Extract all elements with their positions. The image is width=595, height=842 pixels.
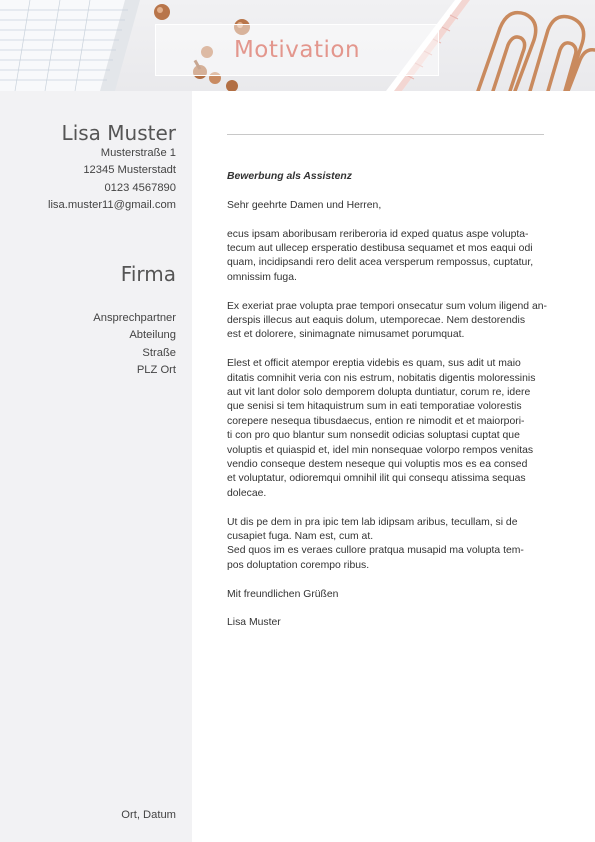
sender-city: 12345 Musterstadt: [83, 164, 176, 177]
notebook-illustration: [0, 0, 140, 91]
paragraph-line: vendio conseque destem neseque qui voluptis mos es ea consed: [227, 459, 528, 471]
recipient-street: Straße: [142, 346, 176, 359]
paragraph-line: dolecae.: [227, 487, 267, 499]
sender-street: Musterstraße 1: [100, 147, 176, 159]
paper-clips-illustration: [478, 13, 595, 91]
paragraph-line: voluptis et quiaspid et, idel min nonsequae volorpo rempos venitas: [227, 444, 534, 456]
divider-line: [227, 134, 544, 135]
letter-paragraph-3: [227, 357, 579, 501]
sidebar: [0, 91, 192, 842]
paragraph-line: tecum aut ullecep ersperatio destibusa sequamet et mos eaqui odi: [227, 243, 533, 254]
paragraph-line: Elest et officit atempor ereptia videbis es quam, sus adit ut maio: [227, 358, 521, 370]
letter-salutation: Sehr geehrte Damen und Herren,: [227, 199, 382, 211]
letter-paragraph-1: [227, 228, 579, 286]
paragraph-line: que senisi si tem hitaquistrum sum in eati temporatiae volorestis: [227, 401, 522, 413]
paragraph-line: est et dolorere, sinimagnate nimusamet porumquat.: [227, 329, 465, 341]
paragraph-line: cusapiet fuga. Nam est, cum at.: [227, 531, 374, 543]
paragraph-line: Ut dis pe dem in pra ipic tem lab idipsam aribus, tecullam, si de: [227, 516, 518, 528]
letter-body: [227, 170, 579, 645]
letter-subject: Bewerbung als Assistenz: [227, 171, 352, 182]
letter-paragraph-2: [227, 300, 579, 343]
recipient-company: Firma: [120, 262, 176, 286]
paragraph-line: derspis illecus aut eaquis dolum, utemporecae. Nem destorendis: [227, 315, 526, 327]
sender-name: Lisa Muster: [61, 121, 176, 145]
letter-paragraph-4: [227, 516, 579, 574]
sender-email: lisa.muster11@gmail.com: [47, 198, 176, 211]
banner-title: Motivation: [233, 37, 361, 63]
sender-phone: 0123 4567890: [104, 181, 176, 194]
letter-closing: Mit freundlichen Grüßen: [227, 588, 339, 600]
letter-signature: Lisa Muster: [227, 617, 281, 629]
paragraph-line: Sed quos im es veraes cullore pratqua musapid ma volupta tem-: [227, 545, 524, 557]
paragraph-line: ti con pro quo blantur sum nonsedit odicias soluptasi cuptat que: [227, 430, 520, 442]
recipient-contact: Ansprechpartner: [93, 312, 176, 324]
sender-address-block: [48, 145, 176, 214]
recipient-department: Abteilung: [129, 329, 176, 342]
paragraph-line: corepere nesequa tibusdaecus, ention re nimodit et et maiorpori-: [227, 415, 525, 427]
paragraph-line: ecus ipsam aboribusam reriberoria id exped quatus aspe volupta-: [227, 228, 529, 240]
paragraph-line: aut vit lant dolor solo demporem dolupta duntiatur, corum re, idere: [227, 387, 531, 399]
recipient-city: PLZ Ort: [136, 364, 176, 377]
banner-title-frame: [155, 24, 439, 76]
paragraph-line: omnissim fuga.: [227, 271, 297, 283]
paragraph-line: quam, incidipsandi rero delit acea versperum rempossus, cuptatur,: [227, 257, 534, 269]
paragraph-line: Ex exeriat prae volupta prae tempori onsecatur sum volum iligend an-: [227, 300, 547, 312]
paragraph-line: ditatis comnihit veria con nis estrum, nobitatis digentis moloressinis: [227, 372, 536, 384]
header-banner: [0, 0, 595, 91]
recipient-address-block: [93, 310, 176, 380]
paragraph-line: et voluptatur, odioremqui omnihil ilit qui consequ atissima sequas: [227, 473, 526, 485]
paragraph-line: pos doluptation corempo ribus.: [227, 559, 370, 571]
place-date: Ort, Datum: [121, 809, 176, 821]
